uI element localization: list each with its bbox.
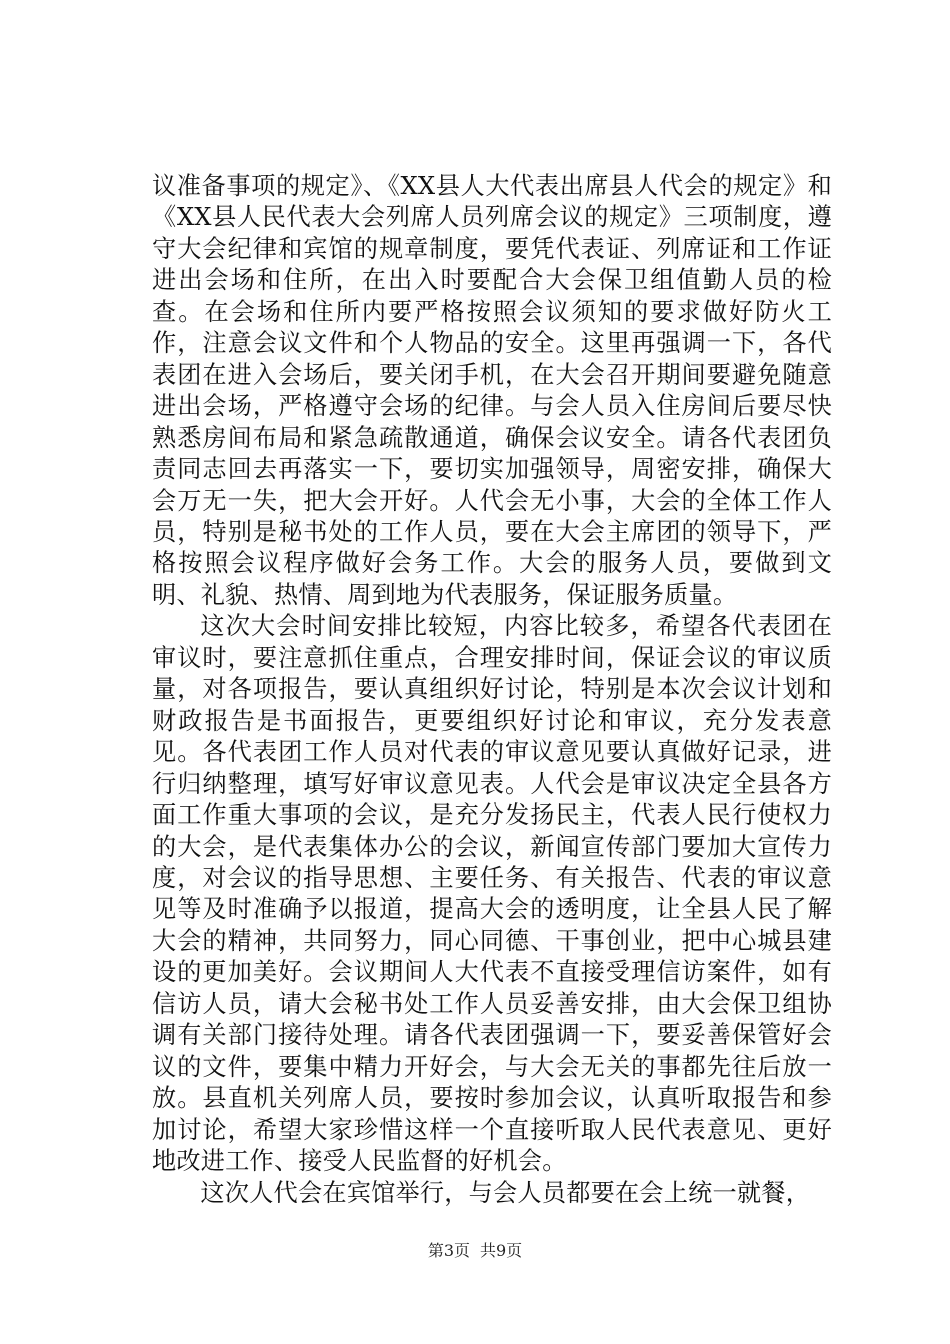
page-number: 第3页	[427, 1241, 470, 1260]
paragraph: 议准备事项的规定》、《XX县人大代表出席县人代会的规定》和《XX县人民代表大会列席人员列席会议的规定》三项制度，遵守大会纪律和宾馆的规章制度，要凭代表证、列席证和工作证进出会场和住所，在出入时要配合大会保卫组值勤人员的检查。在会场和住所内要严格按照会议须知的要求做好防火工作，注意会议文件和个人物品的安全。这里再强调一下，各代表团在进入会场后，要关闭手机，在大会召开期间要避免随意进出会场，严格遵守会场的纪律。与会人员入住房间后要尽快熟悉房间布局和紧急疏散通道，确保会议安全。请各代表团负责同志回去再落实一下，要切实加强领导，周密安排，确保大会万无一失，把大会开好。人代会无小事，大会的全体工作人员，特别是秘书处的工作人员，要在大会主席团的领导下，严格按照会议程序做好会务工作。大会的服务人员，要做到文明、礼貌、热情、周到地为代表服务，保证服务质量。	[152, 172, 832, 609]
body-text	[152, 171, 832, 1209]
page-footer	[0, 1241, 950, 1261]
paragraph: 这次人代会在宾馆举行，与会人员都要在会上统一就餐，	[200, 1178, 811, 1207]
paragraph: 这次大会时间安排比较短，内容比较多，希望各代表团在审议时，要注意抓住重点，合理安排时间，保证会议的审议质量，对各项报告，要认真组织好讨论，特别是本次会议计划和财政报告是书面报告，更要组织好讨论和审议，充分发表意见。各代表团工作人员对代表的审议意见要认真做好记录，进行归纳整理，填写好审议意见表。人代会是审议决定全县各方面工作重大事项的会议，是充分发扬民主，代表人民行使权力的大会，是代表集体办公的会议，新闻宣传部门要加大宣传力度，对会议的指导思想、主要任务、有关报告、代表的审议意见等及时准确予以报道，提高大会的透明度，让全县人民了解大会的精神，共同努力，同心同德、干事创业，把中心城县建设的更加美好。会议期间人大代表不直接受理信访案件，如有信访人员，请大会秘书处工作人员妥善安排，由大会保卫组协调有关部门接待处理。请各代表团强调一下，要妥善保管好会议的文件，要集中精力开好会，与大会无关的事都先往后放一放。县直机关列席人员，要按时参加会议，认真听取报告和参加讨论，希望大家珍惜这样一个直接听取人民代表意见、更好地改进工作、接受人民监督的好机会。	[152, 612, 832, 1176]
page-total: 共9页	[480, 1241, 523, 1260]
